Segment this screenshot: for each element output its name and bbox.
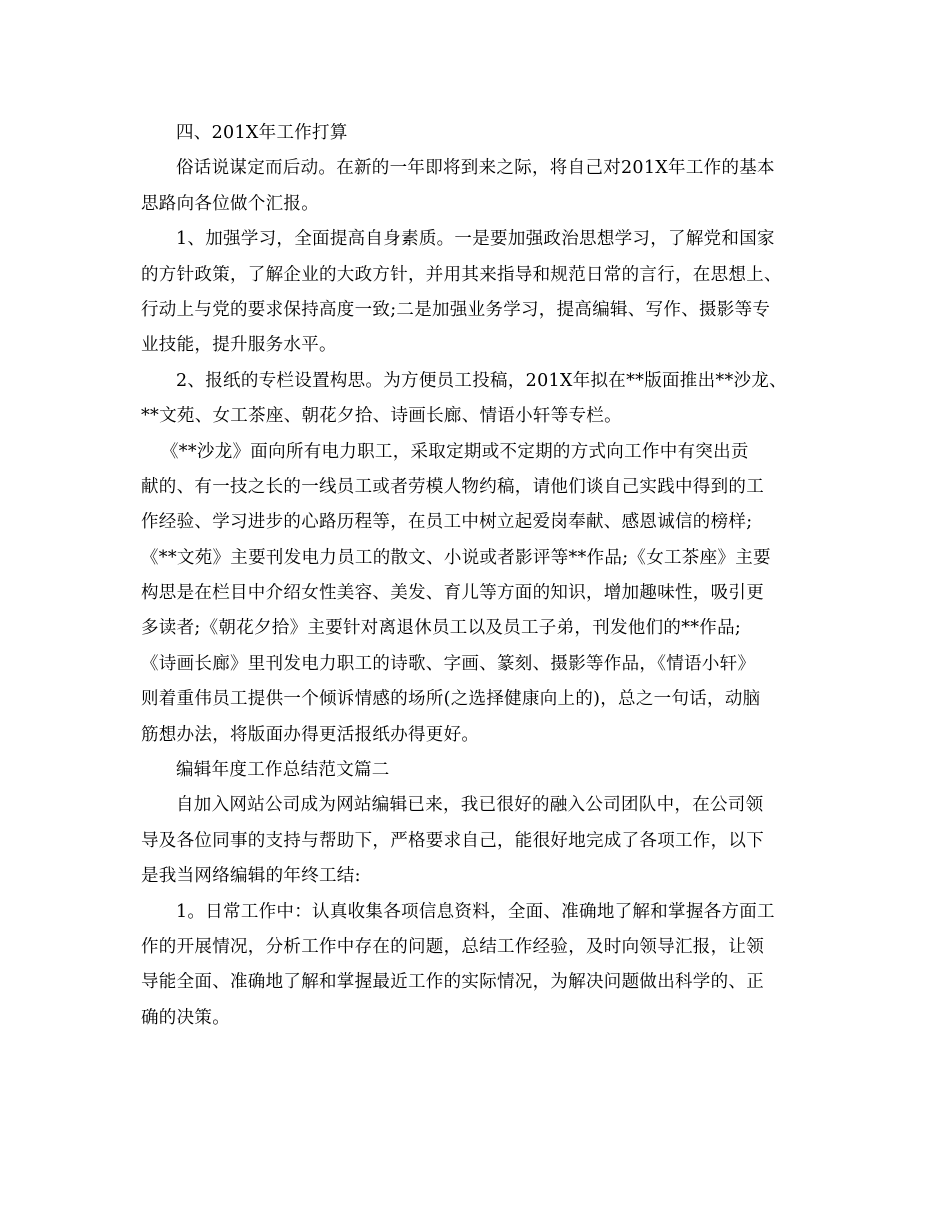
paragraph-line: 是我当网络编辑的年终工结: bbox=[141, 866, 361, 887]
paragraph-line: 筋想办法，将版面办得更活报纸办得更好。 bbox=[141, 724, 480, 745]
paragraph-line: 多读者;《朝花夕拾》主要针对离退休员工以及员工子弟，刊发他们的**作品; bbox=[141, 618, 742, 639]
paragraph-line: 自加入网站公司成为网站编辑已来，我已很好的融入公司团队中，在公司领 bbox=[176, 795, 764, 816]
document-body bbox=[141, 116, 808, 1036]
paragraph-line: 思路向各位做个汇报。 bbox=[141, 193, 319, 214]
paragraph-line: 俗话说谋定而后动。在新的一年即将到来之际，将自己对201X年工作的基本 bbox=[176, 158, 775, 179]
section-heading: 编辑年度工作总结范文篇二 bbox=[176, 760, 390, 781]
paragraph-line: **文苑、女工茶座、朝花夕拾、诗画长廊、情语小轩等专栏。 bbox=[141, 406, 622, 427]
paragraph-line: 献的、有一技之长的一线员工或者劳模人物约稿，请他们谈自己实践中得到的工 bbox=[141, 476, 764, 497]
paragraph-line: 《诗画长廊》里刊发电力职工的诗歌、字画、篆刻、摄影等作品，《情语小轩》 bbox=[141, 653, 756, 674]
paragraph-line: 《**文苑》主要刊发电力员工的散文、小说或者影评等**作品;《女工茶座》主要 bbox=[141, 547, 771, 568]
paragraph-line: 则着重伟员工提供一个倾诉情感的场所(之选择健康向上的)，总之一句话，动脑 bbox=[141, 689, 761, 710]
paragraph-line: 确的决策。 bbox=[141, 1007, 230, 1028]
paragraph-line: 业技能，提升服务水平。 bbox=[141, 335, 337, 356]
paragraph-line: 作的开展情况，分析工作中存在的问题，总结工作经验，及时向领导汇报，让领 bbox=[141, 936, 764, 957]
paragraph-line: 1。日常工作中：认真收集各项信息资料，全面、准确地了解和掌握各方面工 bbox=[176, 901, 775, 922]
paragraph-line: 构思是在栏目中介绍女性美容、美发、育儿等方面的知识，增加趣味性，吸引更 bbox=[141, 583, 764, 604]
paragraph-line: 《**沙龙》面向所有电力职工，采取定期或不定期的方式向工作中有突出贡 bbox=[161, 441, 749, 462]
section-heading: 四、201X年工作打算 bbox=[176, 123, 348, 143]
paragraph-line: 行动上与党的要求保持高度一致;二是加强业务学习，提高编辑、写作、摄影等专 bbox=[141, 299, 771, 320]
paragraph-line: 作经验、学习进步的心路历程等，在员工中树立起爱岗奉献、感恩诚信的榜样; bbox=[141, 512, 753, 533]
paragraph-line: 的方针政策，了解企业的大政方针，并用其来指导和规范日常的言行，在思想上、 bbox=[141, 264, 782, 285]
paragraph-line: 1、加强学习，全面提高自身素质。一是要加强政治思想学习，了解党和国家 bbox=[176, 229, 775, 250]
paragraph-line: 导能全面、准确地了解和掌握最近工作的实际情况，为解决问题做出科学的、正 bbox=[141, 972, 764, 993]
paragraph-line: 2、报纸的专栏设置构思。为方便员工投稿，201X年拟在**版面推出**沙龙、 bbox=[176, 370, 787, 391]
paragraph-line: 导及各位同事的支持与帮助下，严格要求自己，能很好地完成了各项工作，以下 bbox=[141, 830, 764, 851]
